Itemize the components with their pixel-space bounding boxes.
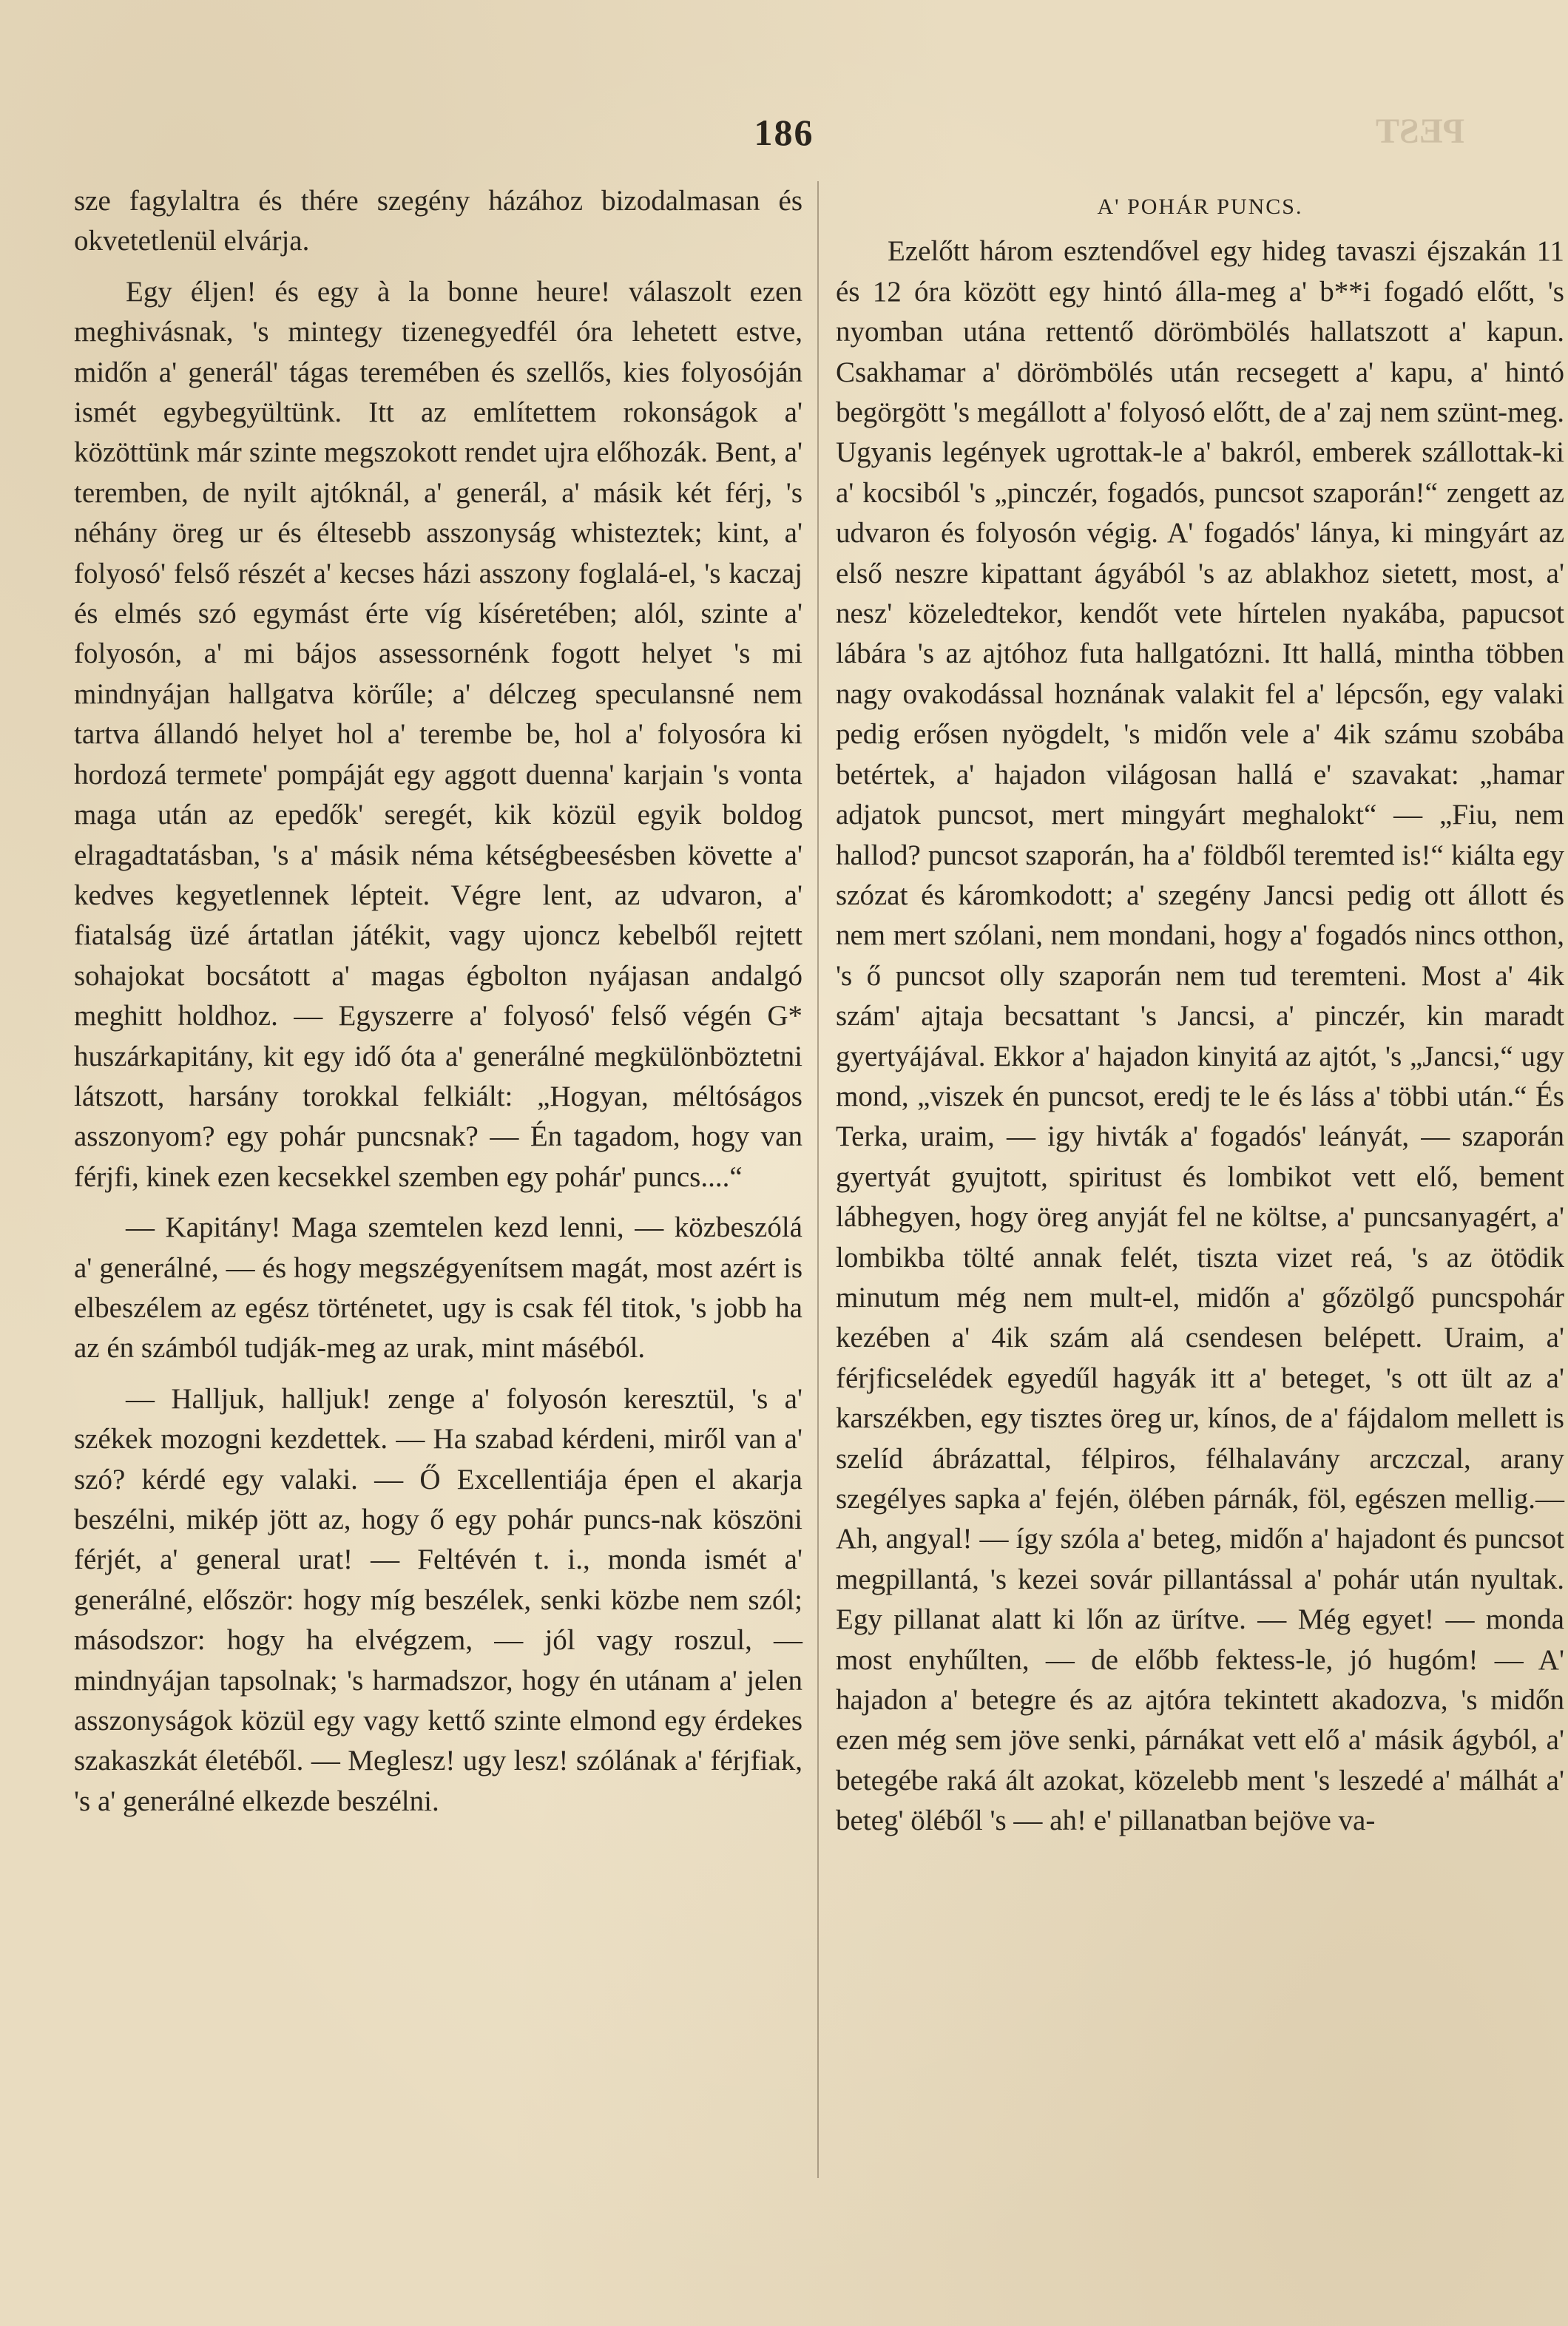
paragraph: — Halljuk, halljuk! zenge a' folyosón keresztül, 's a' székek mozogni kezdettek. — Ha szabad kérdeni, miről van a' szó? kérdé egy valaki. — Ő Excellentiája épen el akarja beszélni, mikép jött az, hogy ő egy pohár puncs-nak köszöni férjét, a' general urat! — Feltévén t. i., monda ismét a' generálné, először: hogy míg beszélek, senki közbe nem szól; másodszor: hogy ha elvégzem, — jól vagy roszul, — mindnyájan tapsolnak; 's harmadszor, hogy én utánam a' jelen asszonyságok közül egy vagy kettő szinte elmond egy érdekes szakaszkát életéből. — Meglesz! ugy lesz! szólának a' férjfiak, 's a' generálné elkezde beszélni. bbox=[74, 1382, 802, 1817]
paragraph: — Kapitány! Maga szemtelen kezd lenni, — közbeszólá a' generálné, — és hogy megszégyenítsem magát, most azért is elbeszélem az egész történetet, ugy is csak fél titok, 's jobb ha az én számból tudják-meg az urak, mint máséból. bbox=[74, 1211, 802, 1365]
section-heading: A' POHÁR PUNCS. bbox=[1097, 195, 1303, 219]
paragraph: Egy éljen! és egy à la bonne heure! válaszolt ezen meghivásnak, 's mintegy tizenegyedfél óra lehetett estve, midőn a' generál' tágas teremében és szellős, kies folyosóján ismét egybegyültünk. Itt az említettem rokonságok a' közöttünk már szinte megszokott rendet ujra előhozák. Bent, a' teremben, de nyilt ajtóknál, a' generál, a' másik két férj, 's néhány öreg ur és éltesebb asszonyság whisteztek; kint, a' folyosó' felső részét a' kecses házi asszony foglalá-el, 's kaczaj és elmés szó egymást érte víg kíséretében; alól, szinte a' folyosón, a' mi bájos assessornénk fogott helyet 's mi mindnyájan hallgatva körűle; a' délczeg speculansné nem tartva állandó helyet hol a' terembe be, hol a' folyosóra ki hordozá termete' pompáját egy aggott duenna' karjain 's vonta maga után az epedők' seregét, kik közül egyik boldog elragadtatásban, 's a' másik néma kétségbeesésben követte a' kedves kegyetlennek lépteit. Végre lent, az udvaron, a' fiatalság üzé ártatlan játékit, vagy ujoncz kebelből rejtett sohajokat bocsátott a' magas égbolton nyájasan andalgó meghitt holdhoz. — Egyszerre a' folyosó' felső végén G* huszárkapitány, kit egy idő óta a' generálné megkülönböztetni látszott, harsány torokkal felkiált: „Hogyan, méltóságos asszonyom? egy pohár puncsnak? — Én tagadom, hogy van férjfi, kinek ezen kecsekkel szemben egy pohár' puncs....“ bbox=[74, 275, 802, 1193]
paragraph: sze fagylaltra és thére szegény házához bizodalmasan és okvetetlenül elvárja. bbox=[74, 185, 802, 257]
right-column bbox=[836, 181, 1564, 1852]
page-number: 186 bbox=[754, 112, 814, 153]
column-divider bbox=[817, 181, 819, 2178]
left-column bbox=[74, 181, 802, 1832]
paragraph: Ezelőtt három esztendővel egy hideg tavaszi éjszakán 11 és 12 óra között egy hintó álla-meg a' b**i fogadó előtt, 's nyomban utána rettentő dörömbölés hallatszott a' kapun. Csakhamar a' dörömbölés után recsegett a' kapu, a' hintó begörgött 's megállott a' folyosó előtt, de a' zaj nem szünt-meg. Ugyanis legények ugrottak-le a' bakról, emberek szállottak-ki a' kocsiból 's „pinczér, fogadós, puncsot szaporán!“ zengett az udvaron és folyosón végig. A' fogadós' lánya, ki mingyárt az első neszre kipattant ágyából 's az ablakhoz sietett, most, a' nesz' közeledtekor, kendőt vete hírtelen nyakába, papucsot lábára 's az ajtóhoz futa hallgatózni. Itt hallá, mintha többen nagy ovakodással hoznának valakit fel a' lépcsőn, egy valaki pedig erősen nyögdelt, 's midőn vele a' 4ik számu szobába betértek, a' hajadon világosan hallá e' szavakat: „hamar adjatok puncsot, mert mingyárt meghalokt“ — „Fiu, nem hallod? puncsot szaporán, ha a' földből teremted is!“ kiálta egy szózat és káromkodott; a' szegény Jancsi pedig ott állott és nem mert szólani, nem mondani, hogy a' fogadós nincs otthon, 's ő puncsot olly szaporán nem tud teremteni. Most a' 4ik szám' ajtaja becsattant 's Jancsi, a' pinczér, kin maradt gyertyájával. Ekkor a' hajadon kinyitá az ajtót, 's „Jancsi,“ ugy mond, „viszek én puncsot, eredj te le és láss a' többi után.“ És Terka, uraim, — igy hivták a' fogadós' leányát, — szaporán gyertyát gyujtott, spiritust és lombikot vett elő, bement lábhegyen, hogy öreg anyját fel ne költse, a' puncsanyagért, a' lombikba tölté annak felét, tiszta vizet reá, 's az ötödik minutum még nem mult-el, midőn a' gőzölgő puncspohár kezében a' 4ik szám alá csendesen belépett. Uraim, a' férjficselédek egyedűl hagyák itt a' beteget, 's ott ült az a' karszékben, egy tisztes öreg ur, kínos, de a' fájdalom mellett is szelíd ábrázattal, félpiros, félhalavány arczczal, arany szegélyes sapka a' fején, ölében párnák, föl, egészen mellig.— Ah, angyal! — így szóla a' beteg, midőn a' hajadont és puncsot megpillantá, 's kezei sovár pillantással a' pohár után nyultak. Egy pillanat alatt ki lőn az ürítve. — Még egyet! — monda most enyhűlten, — de előbb fektess-le, jó hugóm! — A' hajadon a' betegre és az ajtóra tekintett akadozva, 's midőn ezen még sem jöve senki, párnákat vett elő a' másik ágyból, a' betegébe raká ált azokat, közelebb ment 's leszedé a' málhát a' beteg' öléből 's — ah! e' pillanatban bejöve va- bbox=[836, 235, 1564, 1837]
bleed-through-text: PEST bbox=[1376, 112, 1465, 151]
